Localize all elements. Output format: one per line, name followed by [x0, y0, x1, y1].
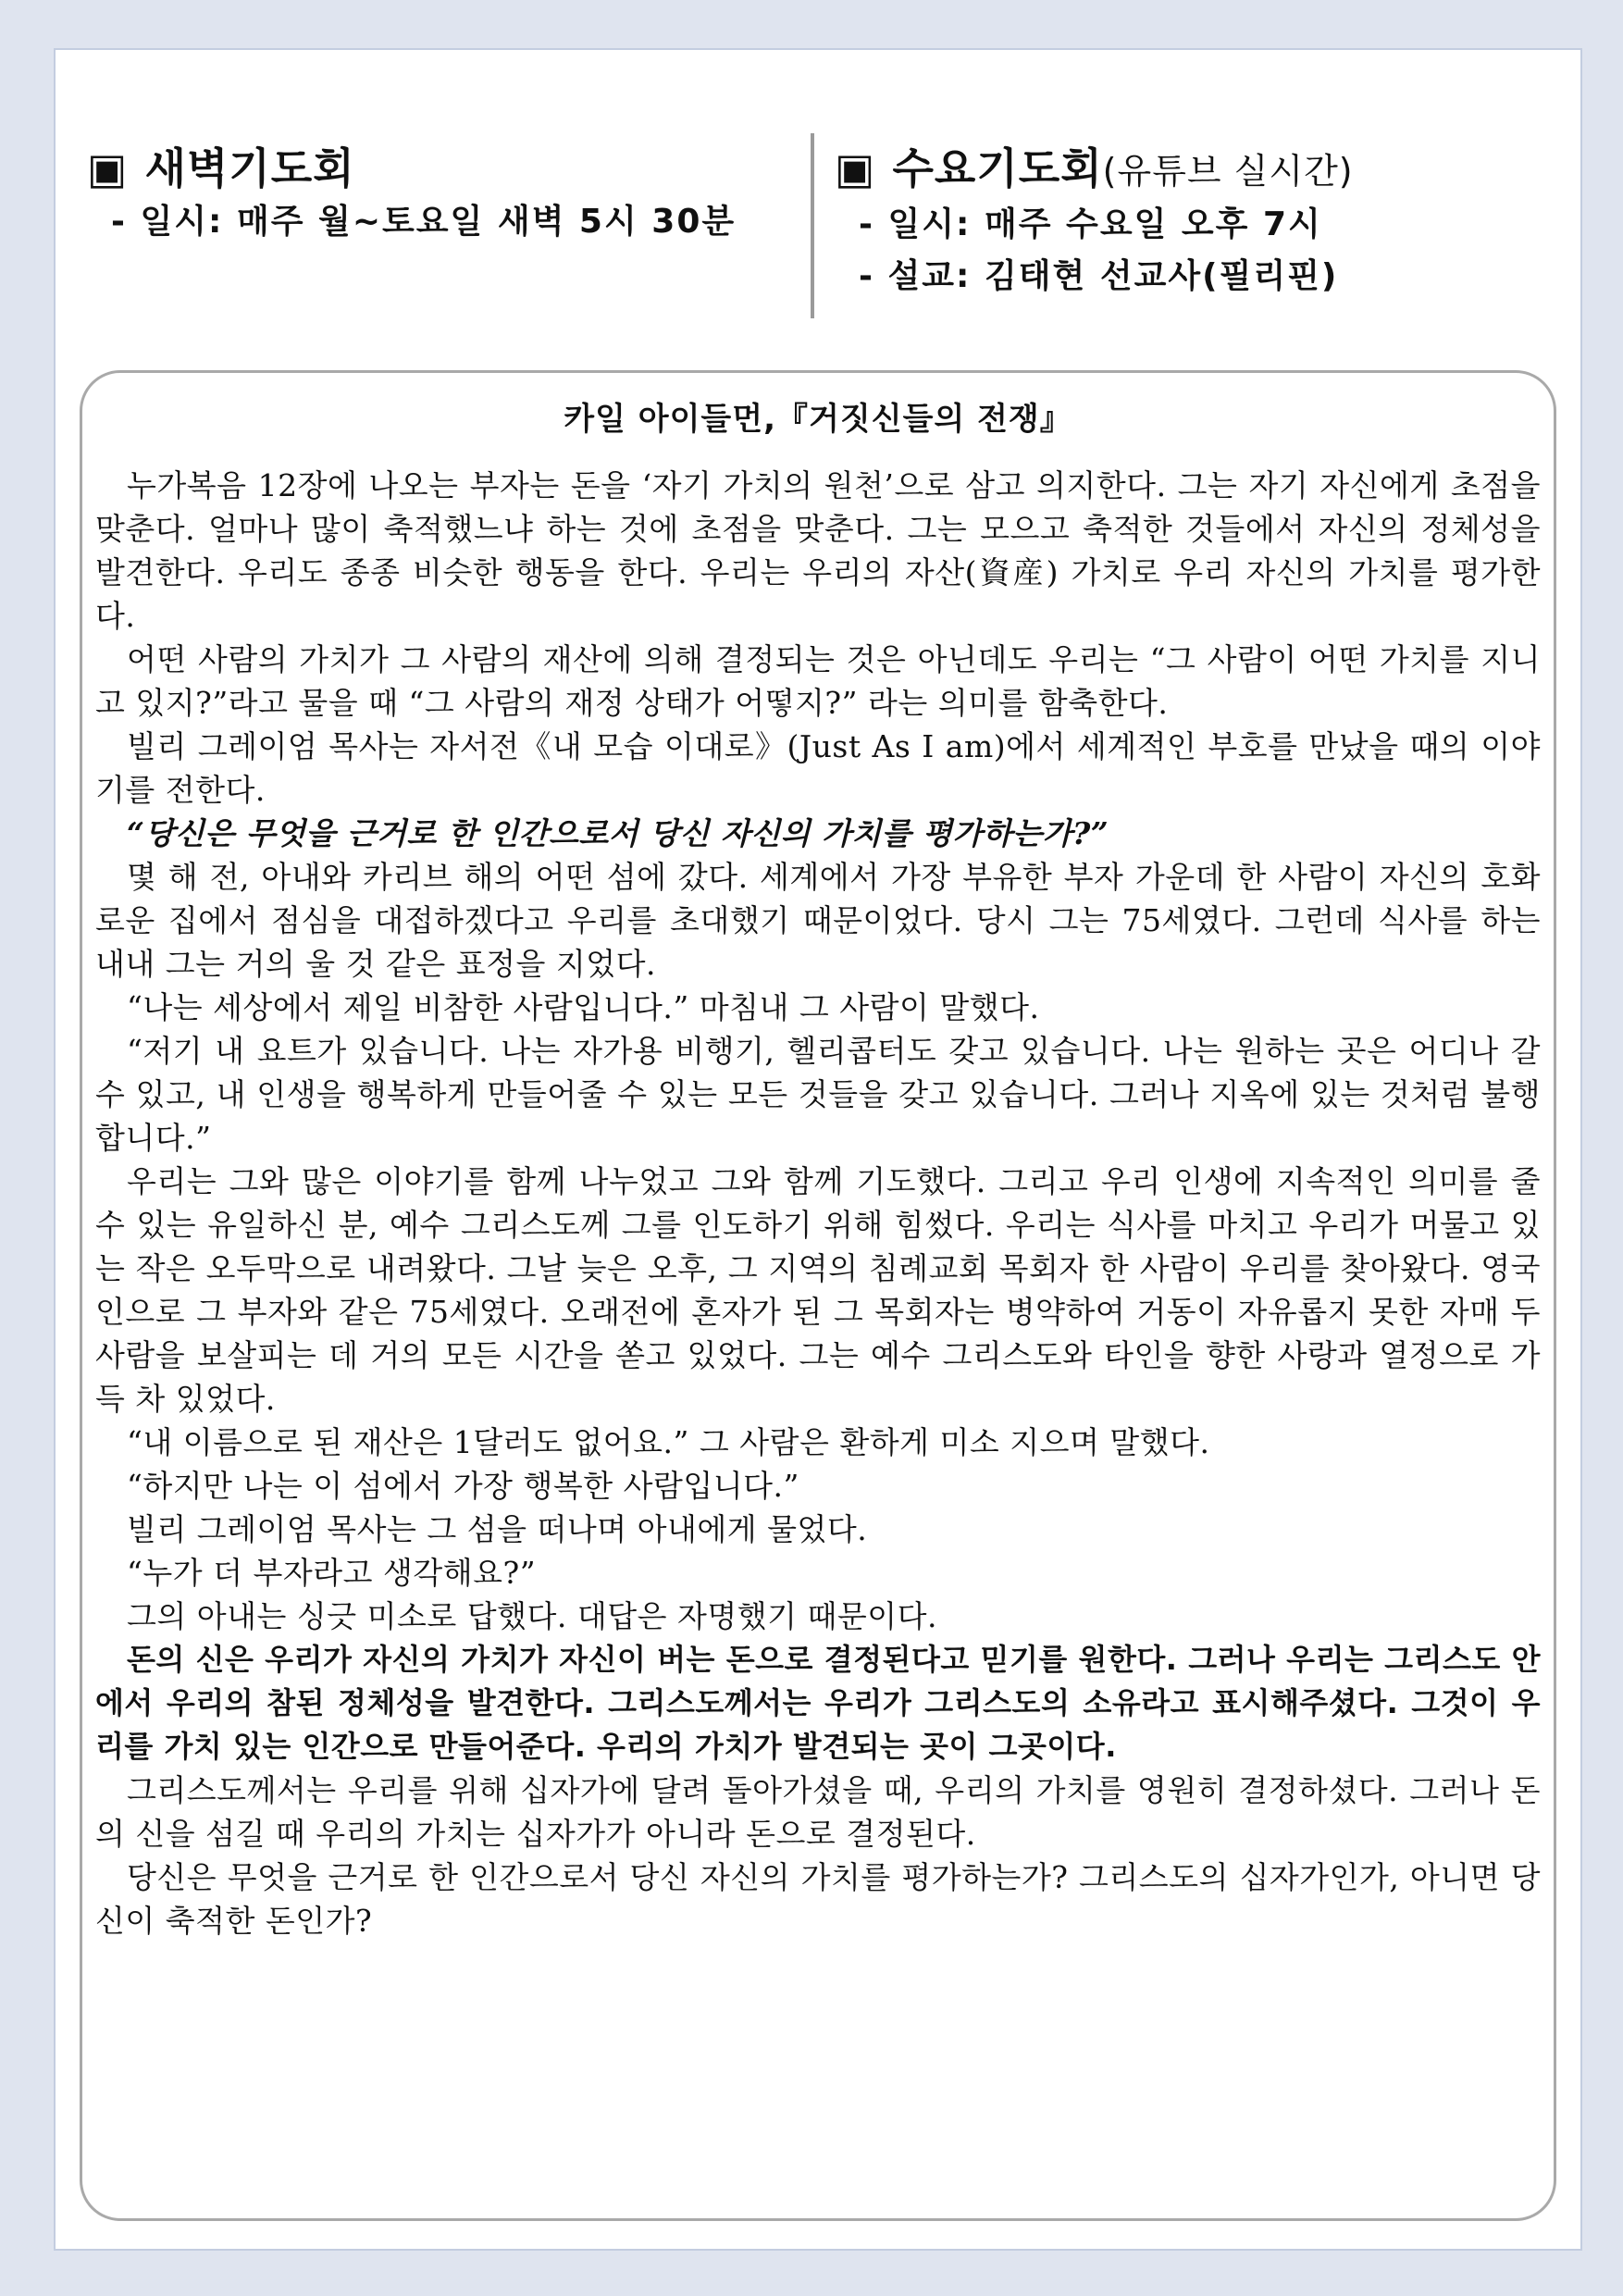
wednesday-prayer-preacher: - 설교: 김태현 선교사(필리핀) — [859, 257, 1339, 295]
paragraph: 몇 해 전, 아내와 카리브 해의 어떤 섬에 갔다. 세계에서 가장 부유한 부자 가운데 한 사람이 자신의 호화로운 집에서 점심을 대접하겠다고 우리를 초대했기 때문이었다. 당시 그는 75세였다. 그런데 식사를 하는 내내 그는 거의 울 것 같은 표정을 지었다. — [95, 859, 1541, 982]
header-divider — [811, 133, 814, 318]
header — [56, 50, 1580, 365]
dawn-prayer-section — [87, 141, 827, 248]
youtube-live-note: (유튜브 실시간) — [1102, 151, 1354, 192]
article-body — [95, 464, 1541, 1942]
article-title: 카일 아이들먼,『거짓신들의 전쟁』 — [564, 401, 1072, 438]
bulletin-page — [54, 48, 1582, 2251]
wednesday-prayer-section — [835, 141, 1556, 303]
paragraph: 빌리 그레이엄 목사는 자서전《내 모습 이대로》(Just As I am)에서 세계적인 부호를 만났을 때의 이야기를 전한다. — [95, 728, 1541, 808]
paragraph: 그리스도께서는 우리를 위해 십자가에 달려 돌아가셨을 때, 우리의 가치를 영원히 결정하셨다. 그러나 돈의 신을 섬길 때 우리의 가치는 십자가가 아니라 돈으로 결정된다. — [95, 1772, 1541, 1852]
paragraph: 어떤 사람의 가치가 그 사람의 재산에 의해 결정되는 것은 아닌데도 우리는 “그 사람이 어떤 가치를 지니고 있지?”라고 물을 때 “그 사람의 재정 상태가 어떻지?” 라는 의미를 함축한다. — [95, 641, 1541, 721]
dawn-prayer-schedule: - 일시: 매주 월~토요일 새벽 5시 30분 — [111, 203, 737, 241]
paragraph: 그의 아내는 싱긋 미소로 답했다. 대답은 자명했기 때문이다. — [127, 1598, 937, 1634]
dawn-prayer-title: ▣ 새벽기도회 — [87, 141, 827, 196]
highlighted-question: “당신은 무엇을 근거로 한 인간으로서 당신 자신의 가치를 평가하는가?” — [127, 815, 1109, 851]
paragraph: 당신은 무엇을 근거로 한 인간으로서 당신 자신의 가치를 평가하는가? 그리스도의 십자가인가, 아니면 당신이 축적한 돈인가? — [95, 1859, 1541, 1939]
black-square-bullet-icon: ▣ — [835, 143, 876, 193]
wednesday-prayer-title: ▣ 수요기도회(유튜브 실시간) — [835, 141, 1556, 199]
paragraph: “나는 세상에서 제일 비참한 사람입니다.” 마침내 그 사람이 말했다. — [127, 989, 1040, 1025]
black-square-bullet-icon: ▣ — [87, 143, 129, 193]
paragraph: 누가복음 12장에 나오는 부자는 돈을 ‘자기 가치의 원천’으로 삼고 의지한다. 그는 자기 자신에게 초점을 맞춘다. 얼마나 많이 축적했느냐 하는 것에 초점을 맞춘다. 그는 모으고 축적한 것들에서 자신의 정체성을 발견한다. 우리도 종종 비슷한 행동을 한다. 우리는 우리의 자산(資産) 가치로 우리 자신의 가치를 평가한다. — [95, 467, 1541, 634]
paragraph: “하지만 나는 이 섬에서 가장 행복한 사람입니다.” — [127, 1468, 799, 1504]
wednesday-prayer-schedule: - 일시: 매주 수요일 오후 7시 — [859, 205, 1322, 243]
paragraph: “내 이름으로 된 재산은 1달러도 없어요.” 그 사람은 환하게 미소 지으며 말했다. — [127, 1424, 1210, 1460]
paragraph: “저기 내 요트가 있습니다. 나는 자가용 비행기, 헬리콥터도 갖고 있습니다. 나는 원하는 곳은 어디나 갈 수 있고, 내 인생을 행복하게 만들어줄 수 있는 모든 것들을 갖고 있습니다. 그러나 지옥에 있는 것처럼 불행합니다.” — [95, 1033, 1541, 1156]
article-box — [80, 370, 1556, 2221]
paragraph: “누가 더 부자라고 생각해요?” — [127, 1555, 537, 1591]
paragraph: 빌리 그레이엄 목사는 그 섬을 떠나며 아내에게 물었다. — [127, 1511, 868, 1547]
paragraph: 우리는 그와 많은 이야기를 함께 나누었고 그와 함께 기도했다. 그리고 우리 인생에 지속적인 의미를 줄 수 있는 유일하신 분, 예수 그리스도께 그를 인도하기 위해 힘썼다. 우리는 식사를 마치고 우리가 머물고 있는 작은 오두막으로 내려왔다. 그날 늦은 오후, 그 지역의 침례교회 목회자 한 사람이 우리를 찾아왔다. 영국인으로 그 부자와 같은 75세였다. 오래전에 혼자가 된 그 목회자는 병약하여 거동이 자유롭지 못한 자매 두 사람을 보살피는 데 거의 모든 시간을 쏟고 있었다. 그는 예수 그리스도와 타인을 향한 사랑과 열정으로 가득 차 있었다. — [95, 1163, 1541, 1417]
bold-paragraph: 돈의 신은 우리가 자신의 가치가 자신이 버는 돈으로 결정된다고 믿기를 원한다. 그러나 우리는 그리스도 안에서 우리의 참된 정체성을 발견한다. 그리스도께서는 우리가 그리스도의 소유라고 표시해주셨다. 그것이 우리를 가치 있는 인간으로 만들어준다. 우리의 가치가 발견되는 곳이 그곳이다. — [95, 1642, 1541, 1764]
